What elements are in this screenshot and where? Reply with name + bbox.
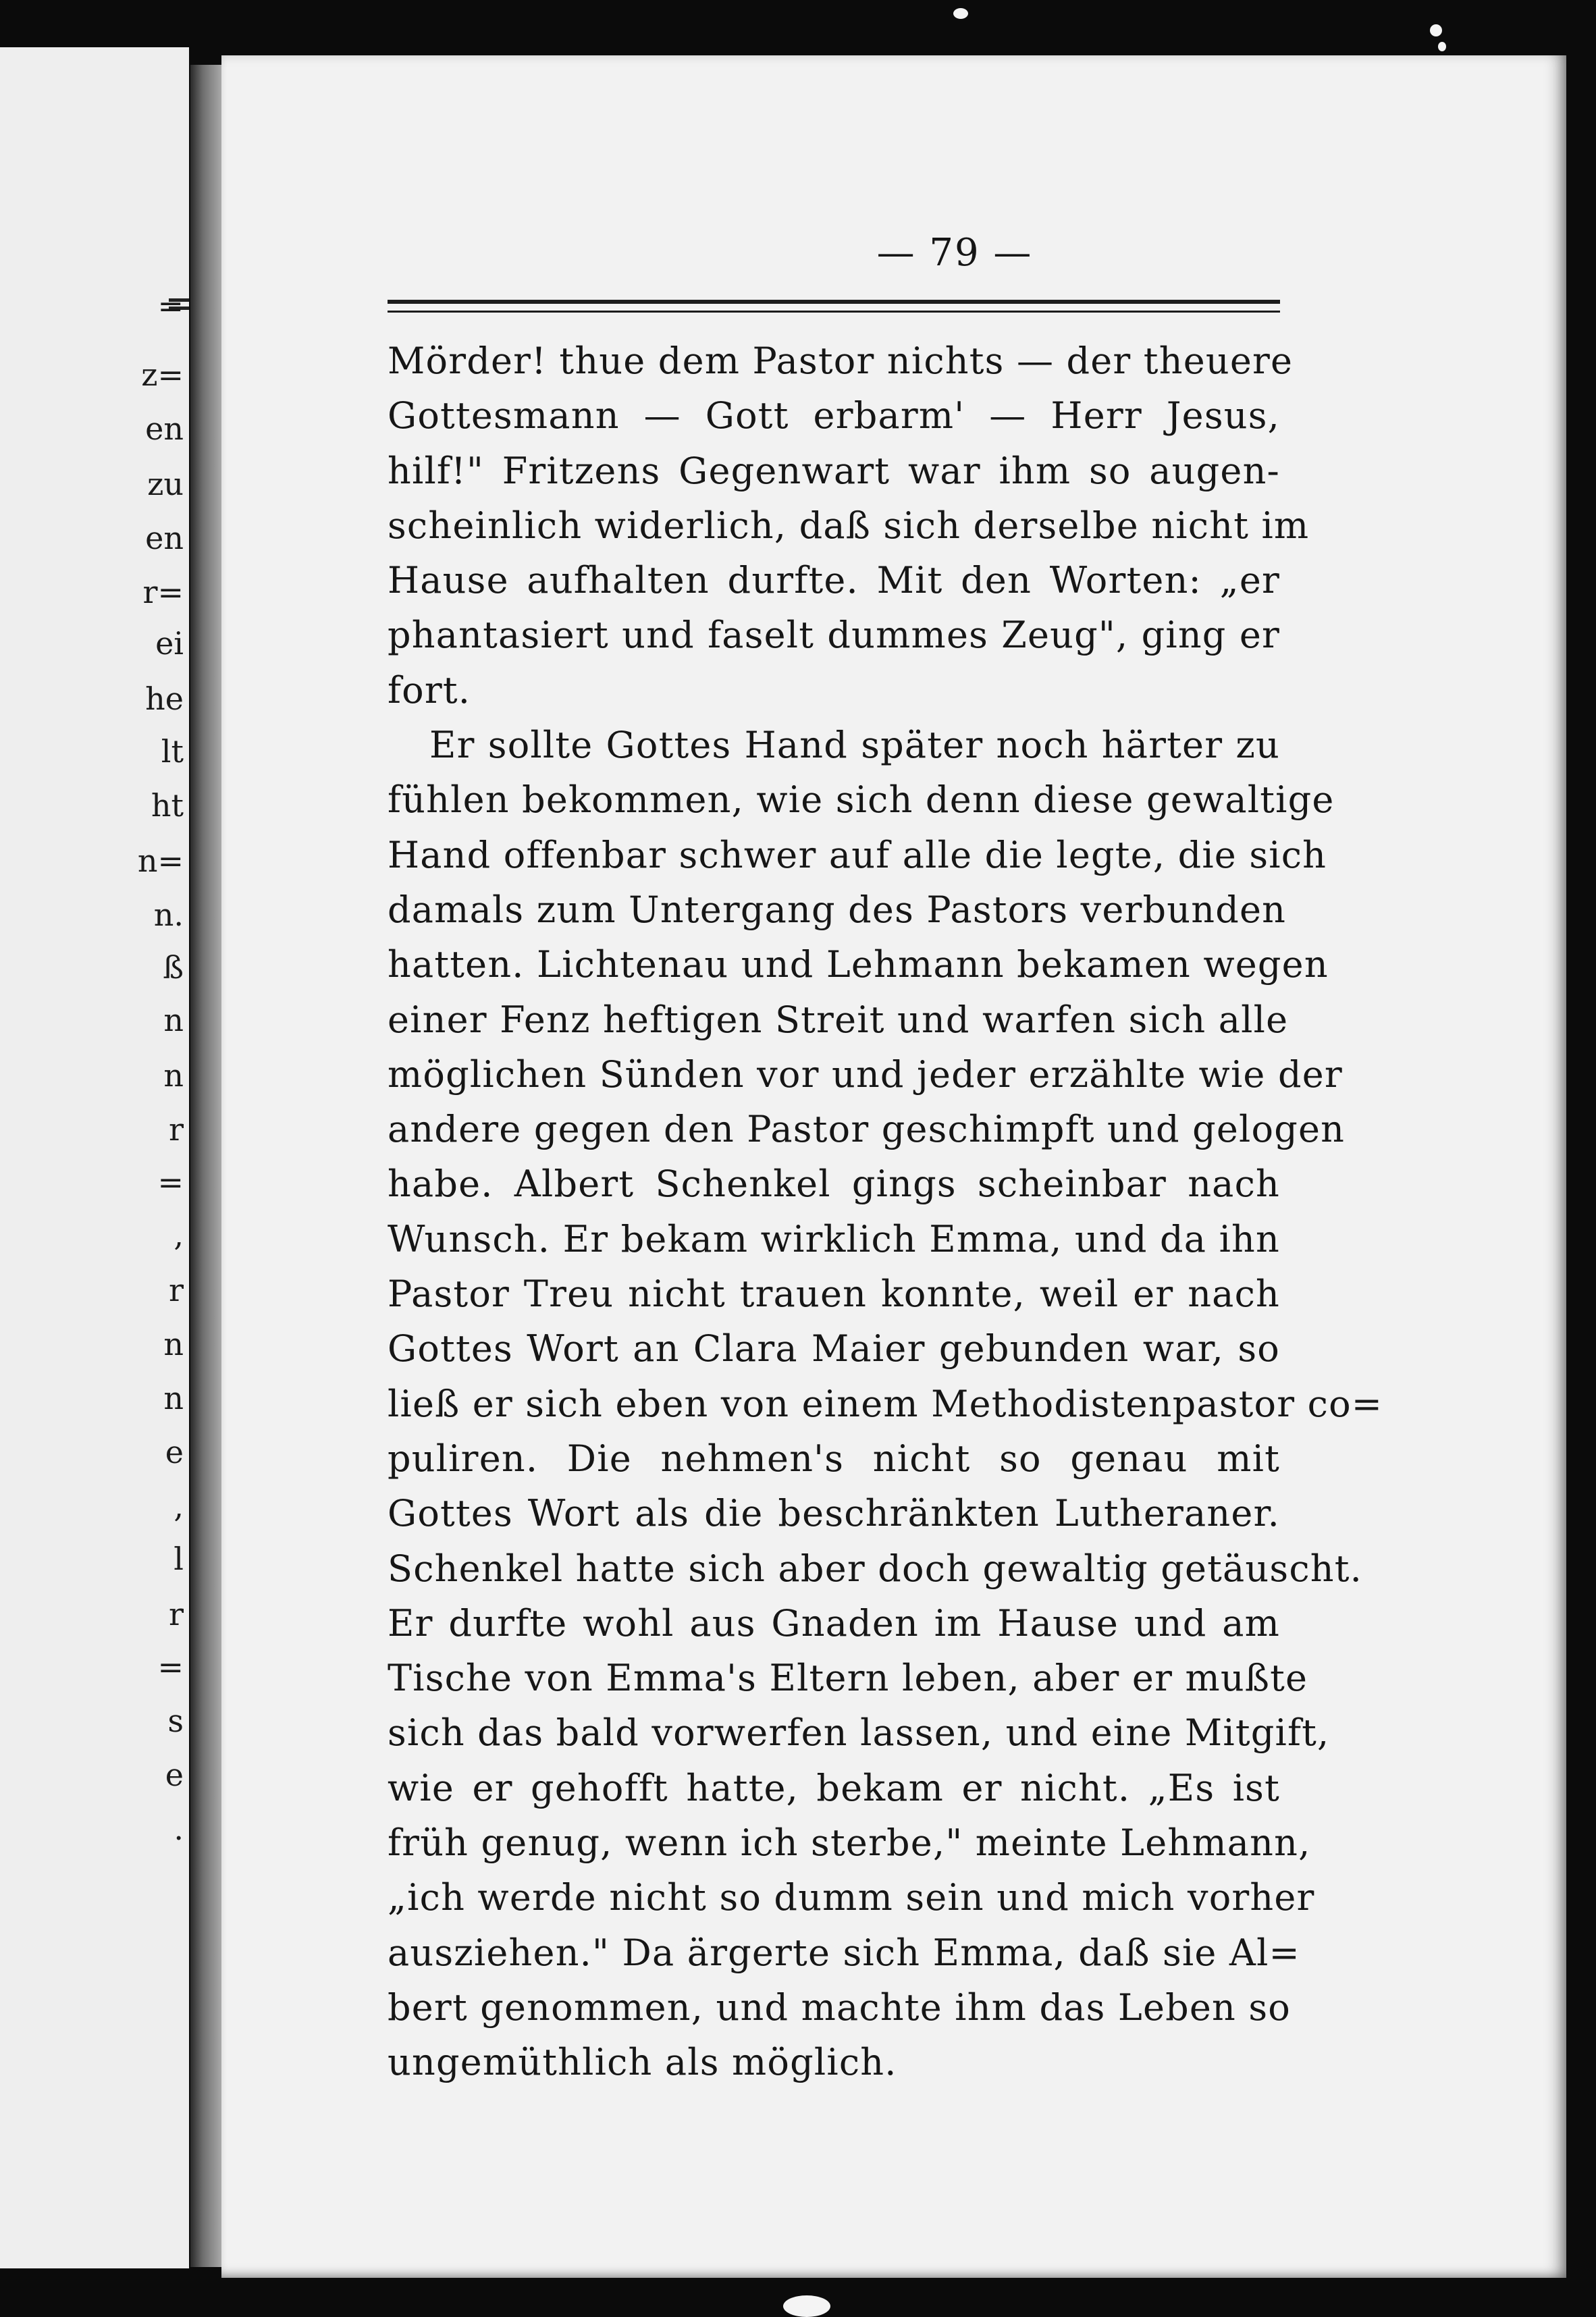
scan-speck [783, 2295, 830, 2317]
text-line: Hand offenbar schwer auf alle die legte, die sich [388, 833, 1327, 876]
text-line: andere gegen den Pastor geschimpft und gelogen [388, 1108, 1346, 1151]
text-line: Er durfte wohl aus Gnaden im Hause und am [388, 1601, 1280, 1645]
left-page-text-fragment: n [163, 1057, 184, 1094]
text-line: hilf!" Fritzens Gegenwart war ihm so augen- [388, 449, 1280, 492]
text-line: Gottes Wort an Clara Maier gebunden war, so [388, 1327, 1280, 1370]
text-line: einer Fenz heftigen Streit und warfen sich alle [388, 998, 1289, 1041]
left-page-text-fragment: ei [155, 625, 184, 662]
text-line: Gottes Wort als die beschränkten Lutheraner. [388, 1492, 1280, 1535]
left-page-text-fragment: n [163, 1002, 184, 1038]
text-line: Tische von Emma's Eltern leben, aber er mußte [388, 1657, 1308, 1700]
left-page-text-fragment: n= [137, 843, 184, 879]
left-page-text-fragment: ß [163, 949, 184, 986]
left-page-text-fragment: en [145, 520, 184, 556]
text-line: sich das bald vorwerfen lassen, und eine Mitgift, [388, 1711, 1330, 1755]
left-page-text-fragment: = [157, 1649, 184, 1685]
left-page-text-fragment: zu [147, 466, 184, 502]
header-rule [388, 300, 1280, 304]
text-line: fort. [388, 668, 471, 712]
text-line: hatten. Lichtenau und Lehmann bekamen wegen [388, 943, 1329, 986]
left-page-text-fragment: , [174, 1488, 184, 1524]
scan-speck [1438, 42, 1446, 51]
text-line: Hause aufhalten durfte. Mit den Worten: „er [388, 559, 1280, 602]
text-line: wie er gehofft hatte, bekam er nicht. „Es ist [388, 1766, 1280, 1809]
text-line: bert genommen, und machte ihm das Leben so [388, 1986, 1291, 2029]
text-line: Mörder! thue dem Pastor nichts — der theuere [388, 340, 1294, 382]
text-line: Er sollte Gottes Hand später noch härter zu [429, 724, 1280, 767]
page-gutter [190, 65, 221, 2267]
left-page-text-fragment: = [157, 288, 184, 324]
left-page-text-fragment: r= [142, 574, 184, 610]
scan-speck [953, 8, 968, 19]
left-page-text-fragment: en [145, 410, 184, 447]
left-page-text-fragment: s [167, 1703, 184, 1739]
book-page [221, 55, 1566, 2278]
text-line: Gottesmann — Gott erbarm' — Herr Jesus, [388, 394, 1280, 437]
left-page-text-fragment: lt [161, 733, 184, 770]
left-page-fragment [0, 47, 189, 2268]
text-line: möglichen Sünden vor und jeder erzählte wie der [388, 1053, 1343, 1096]
left-page-text-fragment: z= [141, 356, 184, 393]
left-page-text-fragment: . [174, 1811, 184, 1847]
text-line: scheinlich widerlich, daß sich derselbe nicht im [388, 504, 1310, 547]
text-line: ausziehen." Da ärgerte sich Emma, daß sie Al= [388, 1931, 1301, 1974]
text-line: Schenkel hatte sich aber doch gewaltig getäuscht. [388, 1547, 1362, 1590]
left-page-text-fragment: he [145, 681, 184, 717]
left-page-text-fragment: l [174, 1541, 184, 1577]
left-page-text-fragment: n. [153, 897, 184, 933]
text-line: Pastor Treu nicht trauen konnte, weil er nach [388, 1273, 1280, 1316]
text-line: fühlen bekommen, wie sich denn diese gewaltige [388, 778, 1335, 822]
left-page-text-fragment: , [174, 1217, 184, 1253]
text-line: früh genug, wenn ich sterbe," meinte Lehmann, [388, 1821, 1311, 1865]
page-number: — 79 — [876, 231, 1033, 275]
left-page-text-fragment: e [165, 1757, 184, 1793]
left-page-text-fragment: r [169, 1111, 184, 1148]
left-page-text-fragment: r [169, 1272, 184, 1308]
text-line: ungemüthlich als möglich. [388, 2041, 897, 2084]
left-page-text-fragment: r [169, 1596, 184, 1632]
left-page-text-fragment: e [165, 1434, 184, 1470]
left-page-text-fragment: n [163, 1326, 184, 1362]
text-line: „ich werde nicht so dumm sein und mich vorher [388, 1876, 1315, 1919]
left-page-text-fragment: ht [151, 787, 184, 824]
text-line: damals zum Untergang des Pastors verbunden [388, 888, 1287, 931]
scan-speck [1430, 24, 1442, 36]
body-text [388, 334, 1383, 2090]
left-page-text-fragment: n [163, 1380, 184, 1416]
text-line: Wunsch. Er bekam wirklich Emma, und da ihn [388, 1217, 1280, 1260]
text-line: puliren. Die nehmen's nicht so genau mit [388, 1437, 1280, 1480]
text-line: ließ er sich eben von einem Methodistenpastor co= [388, 1382, 1383, 1425]
text-line: phantasiert und faselt dummes Zeug", ging er [388, 614, 1280, 657]
text-line: habe. Albert Schenkel gings scheinbar nach [388, 1163, 1280, 1206]
left-page-text-fragment: = [157, 1164, 184, 1200]
header-rule [388, 311, 1280, 313]
